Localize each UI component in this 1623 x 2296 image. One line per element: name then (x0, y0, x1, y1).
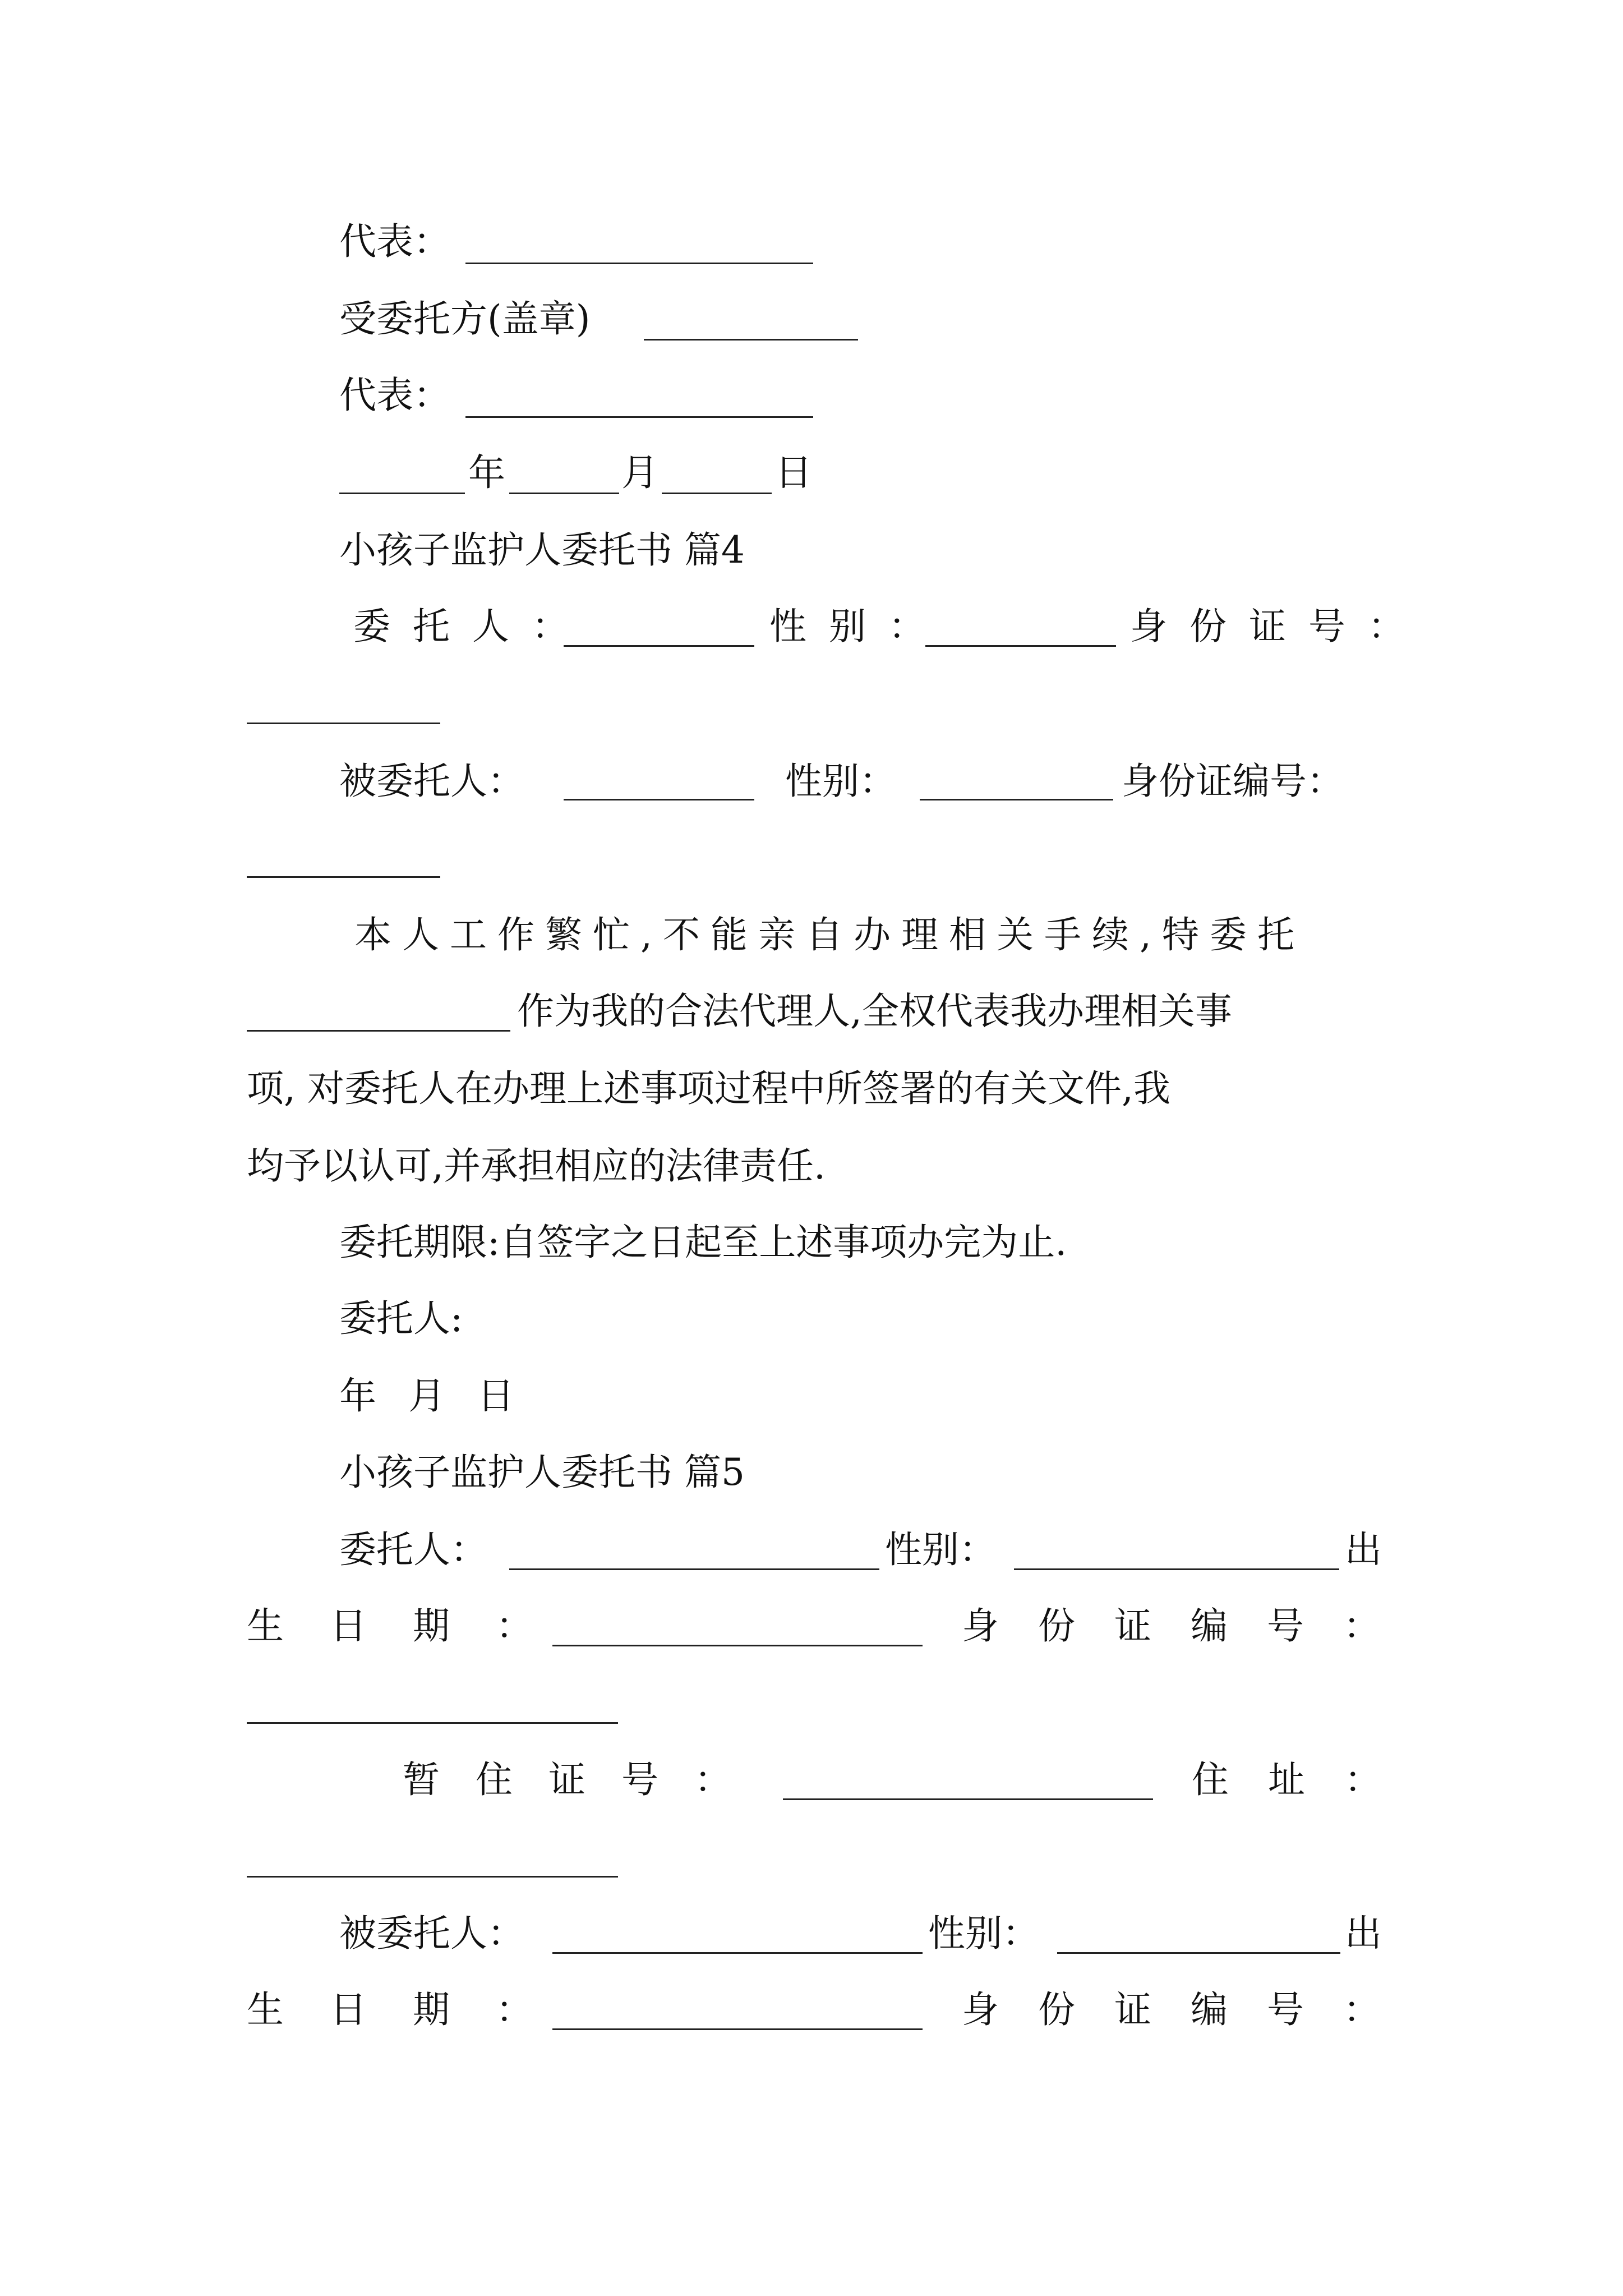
day-label: 日 (775, 451, 812, 494)
s4-principal-blank[interactable] (564, 645, 754, 647)
s4-term: 委托期限:自签字之日起至上述事项办完为止. (339, 1221, 1067, 1264)
s4-agent-gender-blank[interactable] (920, 799, 1113, 800)
s5-agent-label: 被委托人： (339, 1912, 524, 1955)
s4-date: 年 月 日 (339, 1374, 524, 1418)
rep-blank-2[interactable] (465, 416, 813, 418)
rep-blank-1[interactable] (465, 263, 813, 264)
trustee-seal-blank[interactable] (644, 339, 858, 341)
s4-body-line-1: 本人工作繁忙,不能亲自办理相关手续,特委托 (354, 913, 1305, 956)
s5-principal-label: 委托人： (339, 1528, 487, 1571)
s5-temp-permit-blank[interactable] (783, 1798, 1153, 1800)
s5-agent-birth-blank[interactable] (552, 2028, 923, 2030)
s4-agent-label: 被委托人： (339, 760, 524, 803)
month-blank[interactable] (509, 493, 619, 494)
s5-agent-gender-blank[interactable] (1057, 1952, 1340, 1954)
s5-birth-label: 生日期： (247, 1604, 579, 1648)
s5-id-label: 身份证编号： (962, 1604, 1419, 1648)
s4-principal-gender-blank[interactable] (925, 645, 1116, 647)
s4-body-line-2: 作为我的合法代理人,全权代表我办理相关事 (517, 990, 1232, 1033)
s4-agent-id-blank[interactable] (247, 876, 440, 878)
s5-agent-id-label: 身份证编号： (962, 1988, 1419, 2031)
section4-heading: 小孩子监护人委托书 篇4 (339, 528, 745, 572)
s4-sign: 委托人: (339, 1297, 463, 1340)
s5-temp-permit-label: 暂住证号： (403, 1758, 767, 1801)
s5-id-blank[interactable] (247, 1722, 618, 1724)
s5-agent-blank[interactable] (552, 1952, 923, 1954)
section5-heading: 小孩子监护人委托书 篇5 (339, 1451, 745, 1494)
s5-agent-birth-prefix: 出 (1345, 1912, 1382, 1955)
s4-principal-id-label: 身份证号： (1130, 605, 1427, 648)
s5-principal-blank[interactable] (509, 1568, 879, 1570)
s4-agent-gender-label: 性别： (785, 760, 896, 803)
s4-appointee-blank[interactable] (247, 1030, 510, 1032)
year-blank[interactable] (339, 493, 465, 494)
s5-address-label: 住址： (1192, 1758, 1421, 1801)
month-label: 月 (621, 451, 658, 494)
s4-body-line-4: 均予以认可,并承担相应的法律责任. (247, 1144, 826, 1188)
rep-label-2: 代表： (339, 374, 450, 417)
s4-agent-id-label: 身份证编号： (1122, 760, 1344, 803)
rep-label-1: 代表： (339, 220, 450, 263)
s4-principal-gender-label: 性别： (769, 605, 948, 648)
s5-gender-label: 性别： (885, 1528, 996, 1571)
s4-principal-id-blank[interactable] (247, 723, 440, 724)
s4-agent-blank[interactable] (564, 799, 754, 800)
s5-gender-blank[interactable] (1014, 1568, 1339, 1570)
s5-birth-prefix: 出 (1345, 1528, 1382, 1571)
s5-agent-gender-label: 性别： (928, 1912, 1039, 1955)
trustee-seal-label: 受委托方(盖章) (339, 297, 591, 341)
day-blank[interactable] (662, 493, 772, 494)
year-label: 年 (468, 451, 505, 494)
s5-address-blank[interactable] (247, 1876, 618, 1878)
s4-body-line-3: 项, 对委托人在办理上述事项过程中所签署的有关文件,我 (247, 1067, 1170, 1110)
s4-principal-label: 委托人： (353, 605, 591, 648)
s5-agent-birth-label: 生日期： (247, 1988, 579, 2031)
s5-birth-blank[interactable] (552, 1645, 923, 1646)
